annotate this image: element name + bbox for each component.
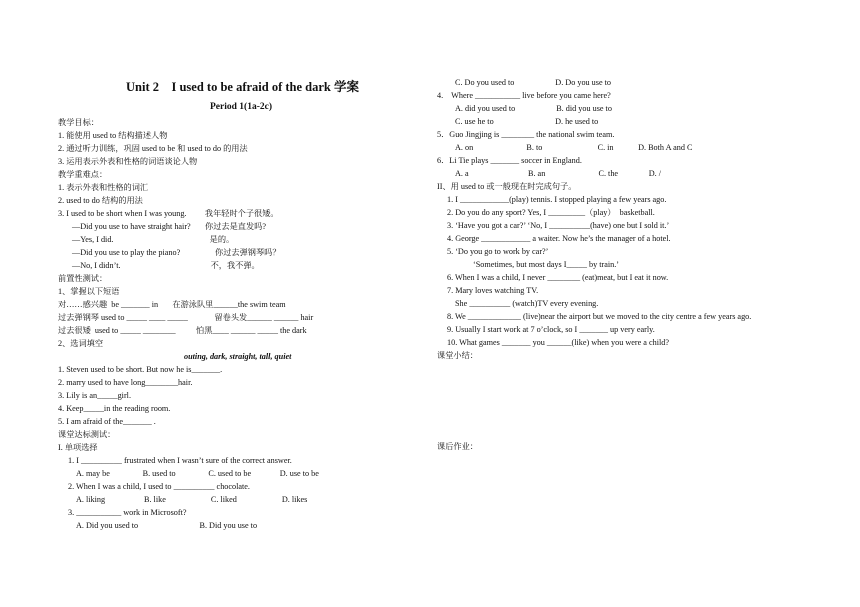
left-line: A. may be B. used to C. used to be D. use to be bbox=[76, 469, 319, 478]
word-bank: outing, dark, straight, tall, quiet bbox=[184, 352, 292, 361]
right-line: 课后作业： bbox=[437, 442, 478, 451]
right-line: 3. ‘Have you got a car?’ ‘No, I __________(have) one but I sold it.’ bbox=[447, 221, 670, 230]
left-line: 教学目标： bbox=[58, 118, 99, 127]
left-line: 过去很矮 used to _____ ________ 怕黑____ ______ _____ the dark bbox=[58, 326, 307, 335]
right-line: 课堂小结： bbox=[437, 351, 478, 360]
right-line: 6. When I was a child, I never ________ (eat)meat, but I eat it now. bbox=[447, 273, 669, 282]
right-line: 2. Do you do any sport? Yes, I _________（play） basketball. bbox=[447, 208, 655, 217]
left-line: 3. ___________ work in Microsoft? bbox=[68, 508, 187, 517]
page-title: Unit 2 I used to be afraid of the dark 学案 bbox=[126, 80, 359, 94]
right-line: A. on B. to C. in D. Both A and C bbox=[455, 143, 693, 152]
left-line: 1. 表示外表和性格的词汇 bbox=[58, 183, 149, 192]
left-line: 1. 能使用 used to 结构描述人物 bbox=[58, 131, 168, 140]
right-line: A. did you used to B. did you use to bbox=[455, 104, 612, 113]
right-line: 8. We _____________ (live)near the airport but we moved to the city centre a few years ago. bbox=[447, 312, 752, 321]
left-line: 2. 通过听力训练，巩固 used to be 和 used to do 的用法 bbox=[58, 144, 248, 153]
right-line: 6．Li Tie plays _______ soccer in England. bbox=[437, 156, 582, 165]
period-subtitle: Period 1(1a-2c) bbox=[210, 102, 272, 112]
left-line: 2. used to do 结构的用法 bbox=[58, 196, 143, 205]
right-line: 1. I ____________(play) tennis. I stopped playing a few years ago. bbox=[447, 195, 667, 204]
right-line: C. use he to D. he used to bbox=[455, 117, 599, 126]
left-line: A. Did you used to B. Did you use to bbox=[76, 521, 258, 530]
left-line: 教学重难点： bbox=[58, 170, 108, 179]
left-line: I. 单项选择 bbox=[58, 443, 98, 452]
left-line: 3. 运用表示外表和性格的词语谈论人物 bbox=[58, 157, 198, 166]
left-line: 4. Keep_____in the reading room. bbox=[58, 404, 171, 413]
left-line: —Yes, I did. 是的。 bbox=[72, 235, 235, 244]
left-line: 3. I used to be short when I was young. 我年轻时个子很矮。 bbox=[58, 209, 279, 218]
left-line: 2、选词填空 bbox=[58, 339, 104, 348]
left-line: 2. marry used to have long________hair. bbox=[58, 378, 193, 387]
right-line: ‘Sometimes, but most days I_____ by train.’ bbox=[473, 260, 619, 269]
right-line: 4. George ____________ a waiter. Now he’s the manager of a hotel. bbox=[447, 234, 671, 243]
right-line: 10. What games _______ you ______(like) when you were a child? bbox=[447, 338, 669, 347]
right-line: 5. ‘Do you go to work by car?’ bbox=[447, 247, 549, 256]
right-line: II、用 used to 或一般现在时完成句子。 bbox=[437, 182, 577, 191]
right-line: 9. Usually I start work at 7 o’clock, so I _______ up very early. bbox=[447, 325, 655, 334]
left-line: 2. When I was a child, I used to __________ chocolate. bbox=[68, 482, 250, 491]
left-line: 过去弹钢琴 used to _____ ____ _____ 留卷头发______ ______ hair bbox=[58, 313, 314, 322]
right-line: A. a B. an C. the D. / bbox=[455, 169, 662, 178]
right-line: She __________ (watch)TV every evening. bbox=[455, 299, 599, 308]
left-line: 课堂达标测试： bbox=[58, 430, 116, 439]
left-line: —Did you use to play the piano? 你过去弹钢琴吗？ bbox=[72, 248, 281, 257]
left-line: —No, I didn’t. 不，我不弹。 bbox=[72, 261, 260, 270]
left-line: 5. I am afraid of the_______ . bbox=[58, 417, 156, 426]
left-line: 对……感兴趣 be _______ in 在游泳队里______the swim team bbox=[58, 300, 286, 309]
right-line: 5．Guo Jingjing is ________ the national swim team. bbox=[437, 130, 615, 139]
left-line: —Did you use to have straight hair? 你过去是直发吗? bbox=[72, 222, 266, 231]
left-line: 1、掌握以下短语 bbox=[58, 287, 120, 296]
left-line: 1. I __________ frustrated when I wasn’t sure of the correct answer. bbox=[68, 456, 292, 465]
left-line: 3. Lily is an_____girl. bbox=[58, 391, 131, 400]
left-line: 前置性测试： bbox=[58, 274, 108, 283]
right-line: 4. Where ___________ live before you came here? bbox=[437, 91, 611, 100]
right-line: C. Do you used to D. Do you use to bbox=[455, 78, 612, 87]
left-line: A. liking B. like C. liked D. likes bbox=[76, 495, 308, 504]
left-line: 1. Steven used to be short. But now he is_______. bbox=[58, 365, 223, 374]
right-line: 7. Mary loves watching TV. bbox=[447, 286, 539, 295]
